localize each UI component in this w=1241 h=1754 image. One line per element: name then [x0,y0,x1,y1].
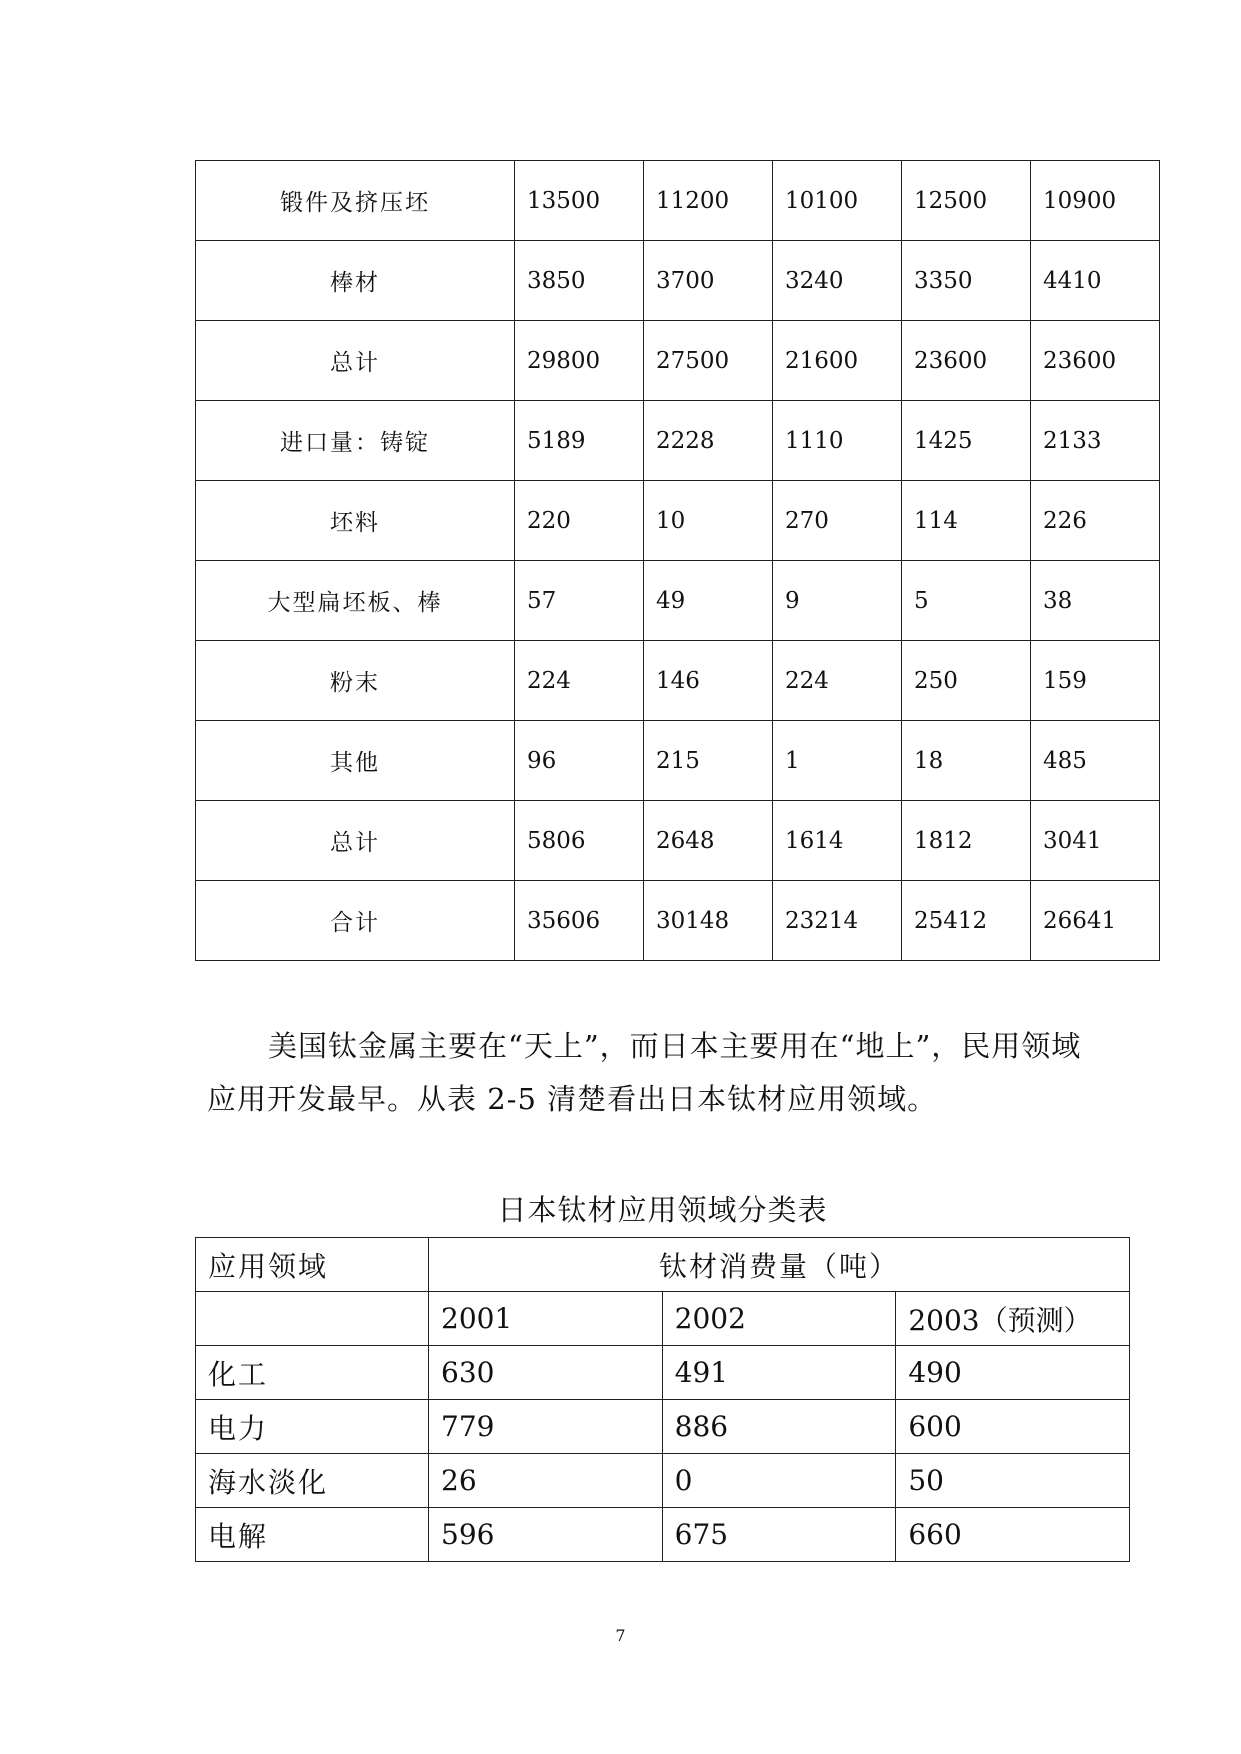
row-label: 大型扁坯板、棒 [196,561,515,641]
table-row [196,481,1160,561]
paragraph-line-1: 美国钛金属主要在“天上”，而日本主要用在“地上”，民用领域 [268,1029,1082,1063]
table-cell: 25412 [902,881,1031,961]
table-cell: 9 [773,561,902,641]
table-row [196,321,1160,401]
japan-titanium-application-table [195,1237,1130,1562]
table-cell: 21600 [773,321,902,401]
table-row [196,1346,1130,1400]
table-cell: 596 [429,1508,663,1562]
row-label: 进口量：铸锭 [196,401,515,481]
table-cell: 146 [644,641,773,721]
row-label: 化工 [196,1346,429,1400]
row-label: 电解 [196,1508,429,1562]
table-cell: 26641 [1031,881,1160,961]
table-cell: 3350 [902,241,1031,321]
table-cell: 23600 [902,321,1031,401]
table-cell: 779 [429,1400,663,1454]
table-cell: 224 [773,641,902,721]
row-label: 海水淡化 [196,1454,429,1508]
table-cell: 490 [896,1346,1130,1400]
table-cell: 1 [773,721,902,801]
table1-body [196,161,1160,961]
table-cell: 26 [429,1454,663,1508]
table-row [196,881,1160,961]
table2-body [196,1238,1130,1562]
row-label: 粉末 [196,641,515,721]
table2-year-row [196,1292,1130,1346]
table-row [196,561,1160,641]
table-cell: 3700 [644,241,773,321]
table-cell: 660 [896,1508,1130,1562]
table-cell: 215 [644,721,773,801]
table-cell: 4410 [1031,241,1160,321]
table-row [196,401,1160,481]
table-cell: 114 [902,481,1031,561]
table-cell: 1110 [773,401,902,481]
table-cell: 2228 [644,401,773,481]
table-cell: 3850 [515,241,644,321]
table-cell: 27500 [644,321,773,401]
table-row [196,1454,1130,1508]
table-cell: 12500 [902,161,1031,241]
table-cell: 23214 [773,881,902,961]
table-cell: 2133 [1031,401,1160,481]
row-label: 棒材 [196,241,515,321]
row-label: 坯料 [196,481,515,561]
table-cell: 886 [662,1400,896,1454]
table-row [196,641,1160,721]
body-paragraph [207,1020,1137,1126]
row-label: 锻件及挤压坯 [196,161,515,241]
table-cell: 491 [662,1346,896,1400]
table-cell: 5806 [515,801,644,881]
table2-header-row [196,1238,1130,1292]
table-cell: 57 [515,561,644,641]
table-cell: 226 [1031,481,1160,561]
row-label: 电力 [196,1400,429,1454]
table-row [196,721,1160,801]
row-label: 总计 [196,801,515,881]
table-cell: 224 [515,641,644,721]
empty-header-cell [196,1292,429,1346]
row-label: 总计 [196,321,515,401]
table-cell: 49 [644,561,773,641]
table-cell: 35606 [515,881,644,961]
table-cell: 3041 [1031,801,1160,881]
table-row [196,1508,1130,1562]
table-cell: 270 [773,481,902,561]
table-cell: 0 [662,1454,896,1508]
table-cell: 1425 [902,401,1031,481]
table-cell: 13500 [515,161,644,241]
table-cell: 1614 [773,801,902,881]
year-header-2003: 2003（预测） [896,1292,1130,1346]
table-cell: 485 [1031,721,1160,801]
table-cell: 18 [902,721,1031,801]
row-label: 其他 [196,721,515,801]
table-row [196,161,1160,241]
table-cell: 29800 [515,321,644,401]
col-header-application-field: 应用领域 [196,1238,429,1292]
table-cell: 10 [644,481,773,561]
table-cell: 23600 [1031,321,1160,401]
table-cell: 11200 [644,161,773,241]
table-cell: 220 [515,481,644,561]
table-cell: 96 [515,721,644,801]
paragraph-line-2: 应用开发最早。从表 2-5 清楚看出日本钛材应用领域。 [207,1082,938,1116]
table-row [196,1400,1130,1454]
table-cell: 630 [429,1346,663,1400]
table-cell: 50 [896,1454,1130,1508]
table-cell: 2648 [644,801,773,881]
table-cell: 10900 [1031,161,1160,241]
titanium-production-table [195,160,1160,961]
table-cell: 159 [1031,641,1160,721]
row-label: 合计 [196,881,515,961]
year-header-2002: 2002 [662,1292,896,1346]
table-cell: 675 [662,1508,896,1562]
table-cell: 600 [896,1400,1130,1454]
table-cell: 5 [902,561,1031,641]
table-cell: 10100 [773,161,902,241]
year-header-2001: 2001 [429,1292,663,1346]
table-row [196,801,1160,881]
table-cell: 250 [902,641,1031,721]
table-cell: 3240 [773,241,902,321]
table-cell: 5189 [515,401,644,481]
table-cell: 1812 [902,801,1031,881]
table-cell: 30148 [644,881,773,961]
table-cell: 38 [1031,561,1160,641]
page-number: 7 [615,1626,626,1645]
table2-caption: 日本钛材应用领域分类表 [497,1193,828,1227]
table-row [196,241,1160,321]
col-header-consumption: 钛材消费量（吨） [429,1238,1130,1292]
